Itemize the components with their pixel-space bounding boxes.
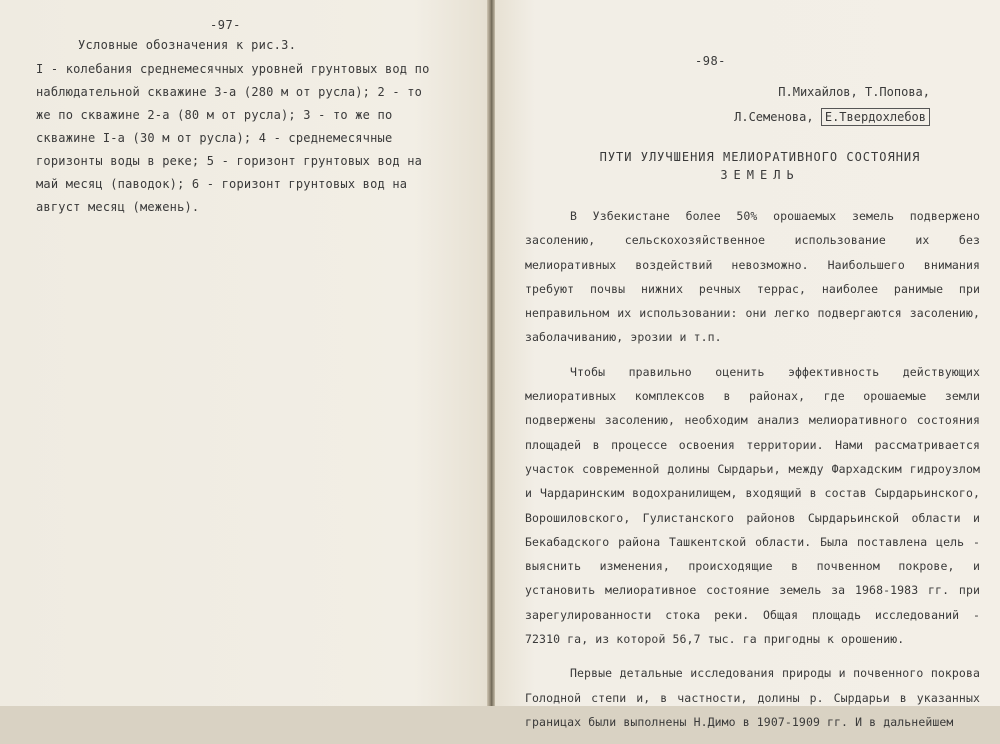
- page-number: -98-: [695, 54, 726, 68]
- paragraph: Чтобы правильно оценить эффективность действующих мелиоративных комплексов в районах, где орошаемые земли подвержены засолению, необходим анализ мелиоративного состояния площадей в процессе освоения территории. Нами рассматривается участок современной долины Сырдарьи, между Фархадским гидроузлом и Чардаринским водохранилищем, входящий в состав Сырдарьинского, Ворошиловского, Гулистанского районов Сырдарьинской области и Бекабадского района Ташкентской области. Была поставлена цель - выяснить изменения, происходящие в почвенном покрове, и установить мелиоративное состояние земель за 1968-1983 гг. при зарегулированности стока реки. Общая площадь исследований - 72310 га, из которой 56,7 тыс. га пригодны к орошению.: [525, 364, 980, 647]
- authors: [734, 80, 930, 130]
- boxed-author-name: Е.Твердохлебов: [821, 108, 930, 126]
- article-title: [595, 148, 925, 184]
- author-names: Л.Семенова,: [734, 110, 814, 124]
- legend-text: I - колебания среднемесячных уровней грунтовых вод по наблюдательной скважине 3-а (280 м от русла); 2 - то же по скважине 2-а (80 м от русла); 3 - то же по скважине I-а (30 м от русла); 4 - среднемесячные горизонты воды в реке; 5 - горизонт грунтовых вод на май месяц (паводок); 6 - горизонт грунтовых вод на август месяц (межень).: [36, 62, 430, 214]
- authors-line: П.Михайлов, Т.Попова,: [778, 85, 930, 99]
- book-gutter: [487, 0, 495, 706]
- article-body: [525, 204, 980, 744]
- article-title-line: ПУТИ УЛУЧШЕНИЯ МЕЛИОРАТИВНОГО СОСТОЯНИЯ: [599, 150, 921, 164]
- authors-line: [734, 105, 930, 130]
- paragraph: Первые детальные исследования природы и почвенного покрова Голодной степи и, в частности, долины р. Сырдарьи в указанных границах были выполнены Н.Димо в 1907-1909 гг. И в дальнейшем: [525, 666, 980, 729]
- article-title-line: ЗЕМЕЛЬ: [720, 168, 800, 182]
- left-page: [0, 0, 487, 706]
- paragraph: В Узбекистане более 50% орошаемых земель подвержено засолению, сельскохозяйственное использование их без мелиоративных воздействий невозможно. Наибольшего внимания требуют почвы нижних речных террас, наиболее ранимые при неправильном их использовании: они легко подвергаются засолению, заболачиванию, эрозии и т.п.: [525, 209, 980, 345]
- right-page: [495, 0, 1000, 729]
- page-number: -97-: [210, 18, 241, 32]
- legend-title: Условные обозначения к рис.3.: [78, 38, 297, 52]
